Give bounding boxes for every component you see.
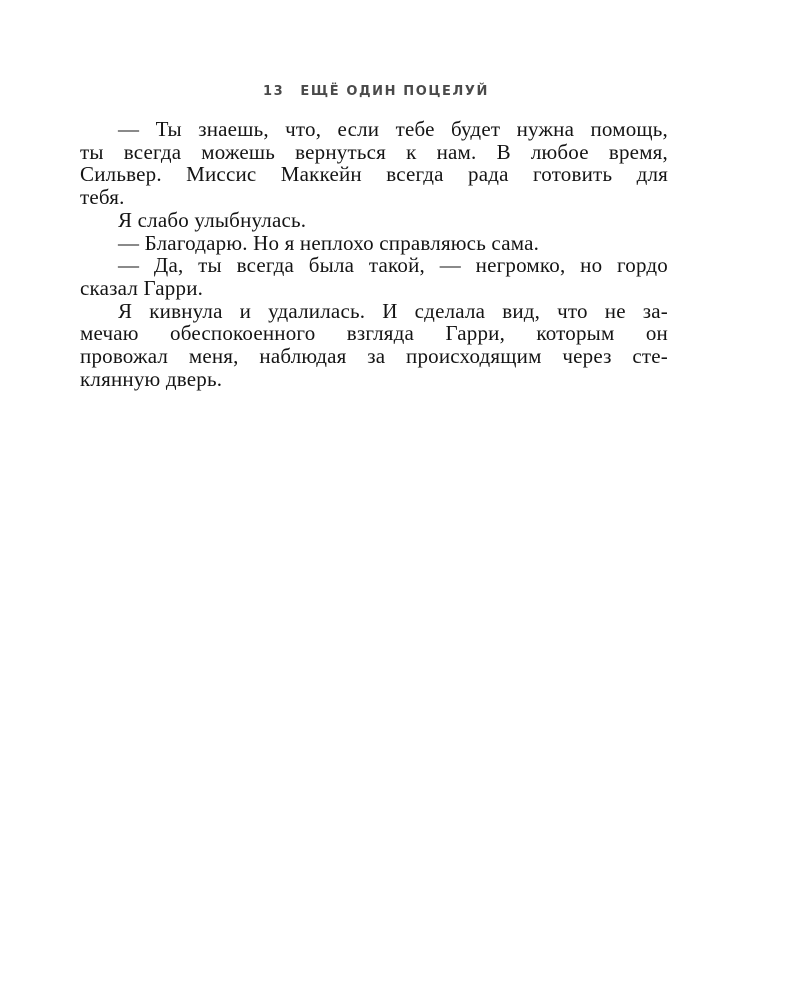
text-line: Я слабо улыбнулась. — [118, 207, 307, 232]
text-line: провожал меня, наблюдая за происходящим через сте- — [80, 344, 668, 369]
body-text — [80, 118, 668, 390]
text-line: ты всегда можешь вернуться к нам. В любое время, — [80, 139, 668, 164]
text-line: — Ты знаешь, что, если тебе будет нужна помощь, — [118, 117, 668, 141]
paragraph — [80, 209, 668, 232]
paragraph — [80, 300, 668, 391]
text-line: сказал Гарри. — [80, 275, 204, 300]
paragraph — [80, 254, 668, 299]
text-line: Сильвер. Миссис Маккейн всегда рада готовить для — [80, 162, 668, 187]
text-line: Я кивнула и удалилась. И сделала вид, что не за- — [118, 298, 668, 323]
running-head — [0, 84, 752, 99]
paragraph — [80, 118, 668, 209]
chapter-title: ЕЩЁ ОДИН ПОЦЕЛУЙ — [300, 84, 490, 99]
text-line: — Благодарю. Но я неплохо справляюсь сама. — [118, 230, 540, 255]
text-line: — Да, ты всегда была такой, — негромко, но гордо — [118, 253, 668, 278]
text-line: клянную дверь. — [80, 366, 223, 391]
chapter-number: 13 — [262, 84, 285, 99]
text-line: тебя. — [80, 185, 125, 210]
text-line: мечаю обеспокоенного взгляда Гарри, которым он — [80, 321, 668, 346]
paragraph — [80, 232, 668, 255]
